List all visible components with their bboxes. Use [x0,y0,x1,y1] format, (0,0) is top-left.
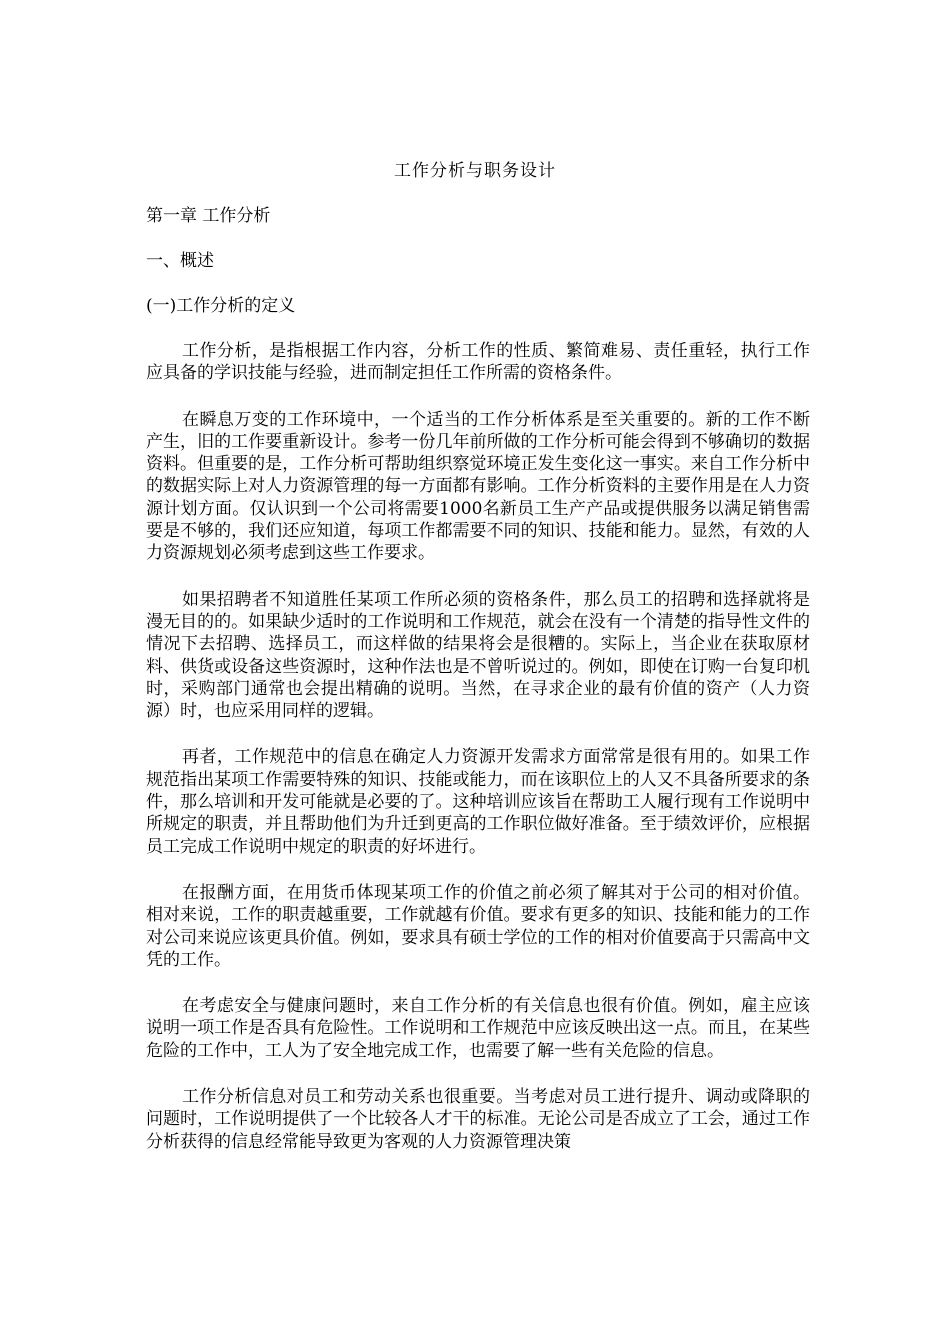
paragraph-compensation: 在报酬方面，在用货币体现某项工作的价值之前必须了解其对于公司的相对价值。相对来说，工作的职责越重要，工作就越有价值。要求有更多的知识、技能和能力的工作对公司来说应该更具价值。例如，要求具有硕士学位的工作的相对价值要高于只需高中文凭的工作。 [146,882,810,970]
paragraph-development: 再者，工作规范中的信息在确定人力资源开发需求方面常常是很有用的。如果工作规范指出某项工作需要特殊的知识、技能或能力，而在该职位上的人又不具备所要求的条件，那么培训和开发可能就是必要的了。这种培训应该旨在帮助工人履行现有工作说明中所规定的职责，并且帮助他们为升迁到更高的工作职位做好准备。至于绩效评价，应根据员工完成工作说明中规定的职责的好坏进行。 [146,747,810,857]
body-text [146,340,810,1177]
paragraph-safety-health: 在考虑安全与健康问题时，来自工作分析的有关信息也很有价值。例如，雇主应该说明一项工作是否具有危险性。工作说明和工作规范中应该反映出这一点。而且，在某些危险的工作中，工人为了安全地完成工作，也需要了解一些有关危险的信息。 [146,996,810,1061]
paragraph-hr-planning: 在瞬息万变的工作环境中，一个适当的工作分析体系是至关重要的。新的工作不断产生，旧的工作要重新设计。参考一份几年前所做的工作分析可能会得到不够确切的数据资料。但重要的是，工作分析可帮助组织察觉环境正发生变化这一事实。来自工作分析中的数据实际上对人力资源管理的每一方面都有影响。工作分析资料的主要作用是在人力资源计划方面。仅认识到一个公司将需要1000名新员工生产产品或提供服务以满足销售需要是不够的，我们还应知道，每项工作都需要不同的知识、技能和能力。显然，有效的人力资源规划必须考虑到这些工作要求。 [146,409,810,564]
subsection-heading: (一)工作分析的定义 [146,296,296,316]
chapter-heading: 第一章 工作分析 [146,206,271,226]
paragraph-recruitment: 如果招聘者不知道胜任某项工作所必须的资格条件，那么员工的招聘和选择就将是漫无目的的。如果缺少适时的工作说明和工作规范，就会在没有一个清楚的指导性文件的情况下去招聘、选择员工，而这样做的结果将会是很糟的。实际上，当企业在获取原材料、供货或设备这些资源时，这种作法也是不曾听说过的。例如，即使在订购一台复印机时，采购部门通常也会提出精确的说明。当然，在寻求企业的最有价值的资产（人力资源）时，也应采用同样的逻辑。 [146,589,810,722]
document-title: 工作分析与职务设计 [394,161,556,181]
section-heading: 一、概述 [146,251,214,271]
paragraph-labor-relations: 工作分析信息对员工和劳动关系也很重要。当考虑对员工进行提升、调动或降职的问题时，工作说明提供了一个比较各人才干的标准。无论公司是否成立了工会，通过工作分析获得的信息经常能导致更为客观的人力资源管理决策 [146,1087,810,1152]
paragraph-definition: 工作分析，是指根据工作内容，分析工作的性质、繁简难易、责任重轻，执行工作应具备的学识技能与经验，进而制定担任工作所需的资格条件。 [146,341,810,384]
